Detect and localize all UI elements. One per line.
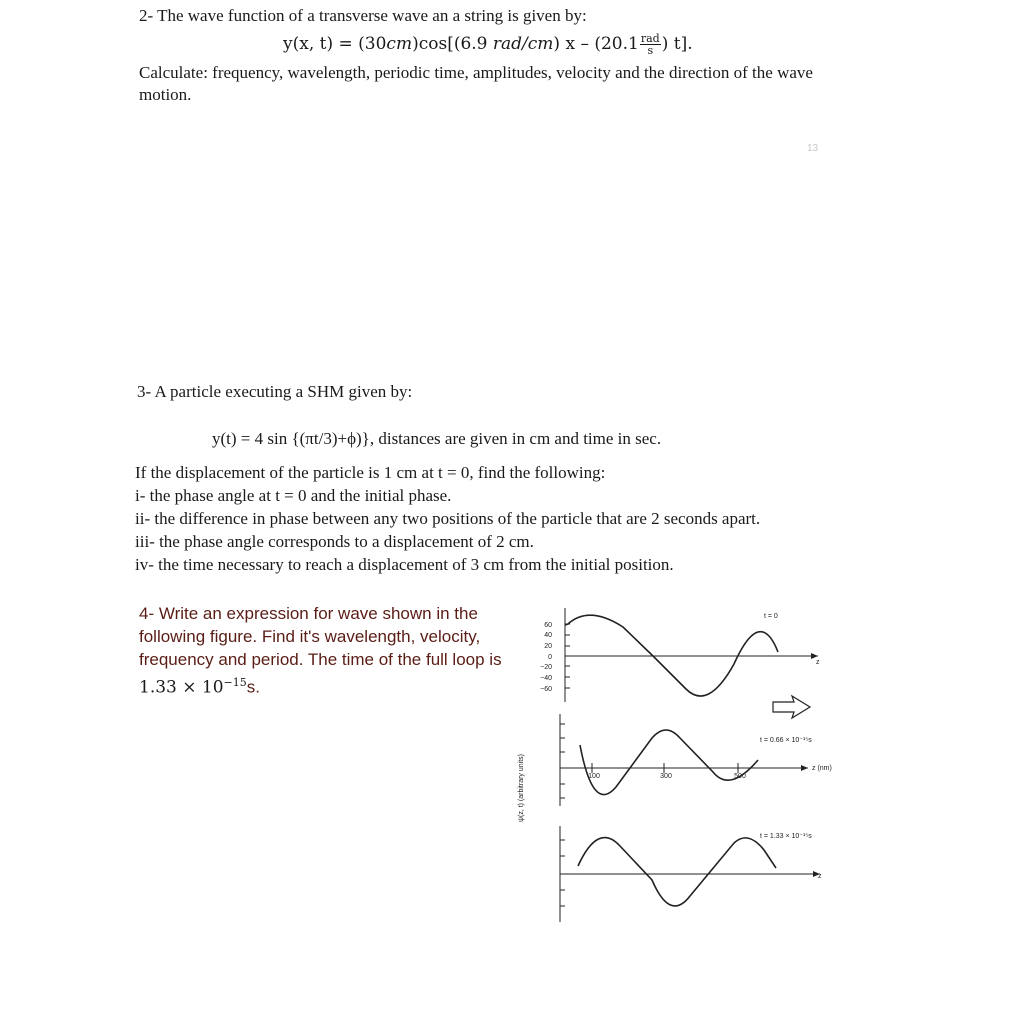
question-line: iii- the phase angle corresponds to a displacement of 2 cm.	[135, 532, 534, 551]
question-line: iv- the time necessary to reach a displacement of 3 cm from the initial position.	[135, 555, 674, 574]
page-number: 13	[807, 143, 819, 154]
y-tick-label: 60	[544, 622, 552, 629]
z-axis-label: z	[818, 873, 822, 880]
problem-2-title: 2- The wave function of a transverse wave an a string is given by:	[139, 6, 587, 25]
x-tick-label: 100	[588, 773, 600, 780]
time-label-panel-3: t = 1.33 × 10⁻¹⁵s	[760, 833, 812, 840]
time-label-panel-1: t = 0	[764, 613, 778, 620]
x-tick-label: 500	[734, 773, 746, 780]
shm-equation: y(t) = 4 sin {(πt/3)+ϕ)}, distances are given in cm and time in sec.	[212, 429, 662, 448]
y-tick-label: 0	[548, 654, 552, 661]
z-axis-label-nm: z (nm)	[812, 765, 832, 772]
y-tick-label: −60	[540, 686, 552, 693]
wave-curve-panel-3	[578, 838, 776, 906]
x-tick-label: 300	[660, 773, 672, 780]
question-line: If the displacement of the particle is 1 cm at t = 0, find the following:	[135, 463, 606, 482]
wave-equation: y(x, t) = (30cm)cos[(6.9 rad/cm) x – (20.1 $\frac{\text{rad}}{s}$ ) t].	[283, 32, 693, 57]
wave-curve-panel-2	[580, 730, 758, 795]
question-line: i- the phase angle at t = 0 and the initial phase.	[135, 486, 452, 505]
problem-3-title: 3- A particle executing a SHM given by:	[137, 382, 413, 401]
problem-2-question: Calculate: frequency, wavelength, periodic time, amplitudes, velocity and the direction of the wave motion.	[139, 63, 813, 104]
y-tick-label: −20	[540, 664, 552, 671]
y-tick-label: 20	[544, 643, 552, 650]
unit-fraction: $\frac{\text{rad}}{s}$	[640, 32, 660, 57]
time-label-panel-2: t = 0.66 × 10⁻¹⁵s	[760, 737, 812, 744]
problem-4-question: 4- Write an expression for wave shown in the following figure. Find it's wavelength, velocity, frequency and period. The time of the full loop is $1.33 \times 10^{-15}s$.	[139, 604, 502, 698]
arrowhead-icon	[801, 765, 808, 771]
y-tick-label: 40	[544, 632, 552, 639]
y-tick-label: −40	[540, 675, 552, 682]
question-line: ii- the difference in phase between any two positions of the particle that are 2 seconds apart.	[135, 509, 761, 528]
time-progression-arrow-icon	[773, 696, 810, 718]
y-axis-title: ψ(z, t) (arbitrary units)	[518, 754, 525, 822]
z-axis-label: z	[816, 659, 820, 666]
